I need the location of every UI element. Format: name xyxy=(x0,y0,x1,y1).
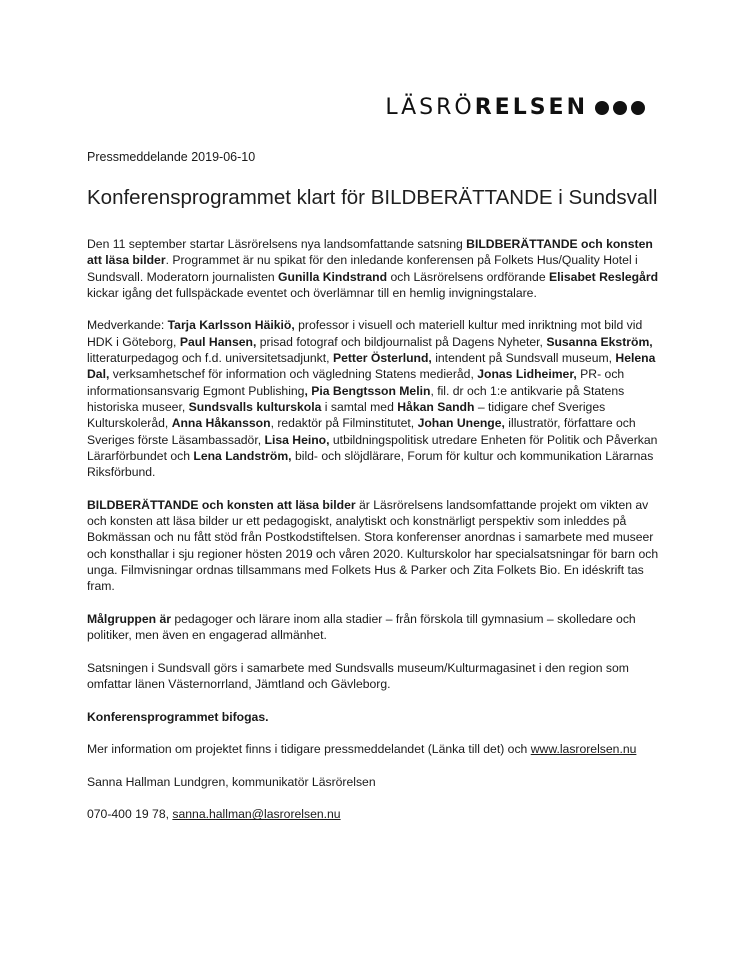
paragraph-more-info xyxy=(87,741,662,757)
document-body xyxy=(87,236,662,839)
participant-text: professor i visuell och materiell kultur med inriktning mot bild vid HDK i Göteborg, xyxy=(87,318,643,349)
lasrorelsen-logo xyxy=(385,95,645,120)
project-text: är Läsrörelsens landsomfattande projekt om vikten av och konsten att läsa bilder ur ett pedagogiskt, analytiskt och konstnärligt perspektiv som inleddes på Bokmässan och nu fått stöd från Postkodstiftelsen. Stora konferenser anordnas i samarbete med museer och konsthallar i sju regioner hösten 2019 och våren 2020. Kulturskolor har specialsatsningar för barn och unga. Filmvisningar ordnas tillsammans med Folkets Hus & Parker och Zita Folkets Bio. En idéskrift tas fram. xyxy=(87,497,659,594)
intro-text-3: och Läsrörelsens ordförande xyxy=(387,269,549,284)
logo-text-bold: RELSEN xyxy=(474,95,588,120)
contact-email-link[interactable]: sanna.hallman@lasrorelsen.nu xyxy=(172,807,341,822)
participant-name: Helena Dal, xyxy=(87,351,656,382)
target-group-text: pedagoger och lärare inom alla stadier – från förskola till gymnasium – skolledare och politiker, men även en engagerad allmänhet. xyxy=(87,611,636,643)
website-link[interactable]: www.lasrorelsen.nu xyxy=(530,742,637,757)
logo-dot-2 xyxy=(613,101,627,115)
project-bold-name: BILDBERÄTTANDE och konsten att läsa bilder xyxy=(87,497,356,512)
participant-text: , redaktör på Filminstitutet, xyxy=(270,416,418,431)
participant-name: Tarja Karlsson Häikiö, xyxy=(167,318,295,333)
press-release-dateline: Pressmeddelande 2019-06-10 xyxy=(87,150,256,164)
participant-name: Susanna Ekström, xyxy=(546,334,653,349)
participant-name: Jonas Lidheimer, xyxy=(477,367,577,382)
participant-text: utbildningspolitisk utredare Enheten för Politik och Påverkan Lärarförbundet och xyxy=(87,432,658,463)
intro-bold-chair: Elisabet Reslegård xyxy=(548,269,659,284)
participant-name: Petter Österlund, xyxy=(332,351,432,366)
participant-name: Sundsvalls kulturskola xyxy=(188,399,322,414)
participant-name: Paul Hansen, xyxy=(179,334,257,349)
paragraph-intro xyxy=(87,236,662,301)
participant-name: Johan Unenge, xyxy=(417,416,505,431)
intro-text-4: kickar igång det fullspäckade eventet och överlämnar till en hemlig invigningstalare. xyxy=(87,285,537,300)
target-group-bold: Målgruppen är xyxy=(87,611,171,626)
intro-text-1: Den 11 september startar Läsrörelsens nya landsomfattande satsning xyxy=(87,237,467,251)
intro-text-2: . Programmet är nu spikat för den inledande konferensen på Folkets Hus/Quality Hotel i Sundsvall. Moderatorn journalisten xyxy=(87,253,638,284)
participant-name: Lena Landström, xyxy=(193,448,292,463)
participant-text: prisad fotograf och bildjournalist på Dagens Nyheter, xyxy=(256,334,547,349)
participant-text: illustratör, författare och Sveriges förste Läsambassadör, xyxy=(87,416,636,447)
participant-name: Håkan Sandh xyxy=(397,399,475,414)
paragraph-contact-details xyxy=(87,806,662,822)
intro-bold-project: BILDBERÄTTANDE och konsten att läsa bilder xyxy=(87,237,653,268)
participant-text: verksamhetschef för information och vägledning Statens medieråd, xyxy=(109,367,478,382)
contact-phone: 070-400 19 78, xyxy=(87,807,173,822)
intro-bold-moderator: Gunilla Kindstrand xyxy=(278,269,388,284)
participants-text-0: Medverkande: xyxy=(87,318,168,333)
participant-name: Lisa Heino, xyxy=(264,432,330,447)
program-attached-bold: Konferensprogrammet bifogas. xyxy=(87,709,269,724)
page-title: Konferensprogrammet klart för BILDBERÄTTANDE i Sundsvall xyxy=(87,186,658,209)
logo-dots-icon xyxy=(591,101,645,115)
participant-text: PR- och informationsansvarig Egmont Publishing xyxy=(87,367,625,398)
more-info-text: Mer information om projektet finns i tidigare pressmeddelandet (Länka till det) och xyxy=(87,742,531,757)
participant-name: , Pia Bengtsson Melin xyxy=(304,383,431,398)
logo-text-light: LÄSRÖ xyxy=(385,95,475,120)
paragraph-collaboration: Satsningen i Sundsvall görs i samarbete med Sundsvalls museum/Kulturmagasinet i den region som omfattar länen Västernorrland, Jämtland och Gävleborg. xyxy=(87,660,629,692)
paragraph-contact-name: Sanna Hallman Lundgren, kommunikatör Läsrörelsen xyxy=(87,774,376,789)
paragraph-project xyxy=(87,497,662,595)
participant-text: – tidigare chef Sveriges Kulturskoleråd, xyxy=(87,399,606,431)
paragraph-target-group xyxy=(87,611,662,644)
logo-dot-1 xyxy=(595,101,609,115)
logo-dot-3 xyxy=(631,101,645,115)
participant-text: bild- och slöjdlärare, Forum för kultur och kommunikation Lärarnas Riksförbund. xyxy=(87,448,654,480)
paragraph-program-attached xyxy=(87,709,662,725)
paragraph-participants xyxy=(87,317,662,480)
participant-text: , fil. dr och 1:e antikvarie på Statens historiska museer, xyxy=(87,383,625,414)
participant-name: Anna Håkansson xyxy=(171,416,271,431)
participant-text: intendent på Sundsvall museum, xyxy=(431,351,616,366)
participant-text: litteraturpedagog och f.d. universitetsadjunkt, xyxy=(87,351,333,366)
participant-text: i samtal med xyxy=(321,399,398,414)
